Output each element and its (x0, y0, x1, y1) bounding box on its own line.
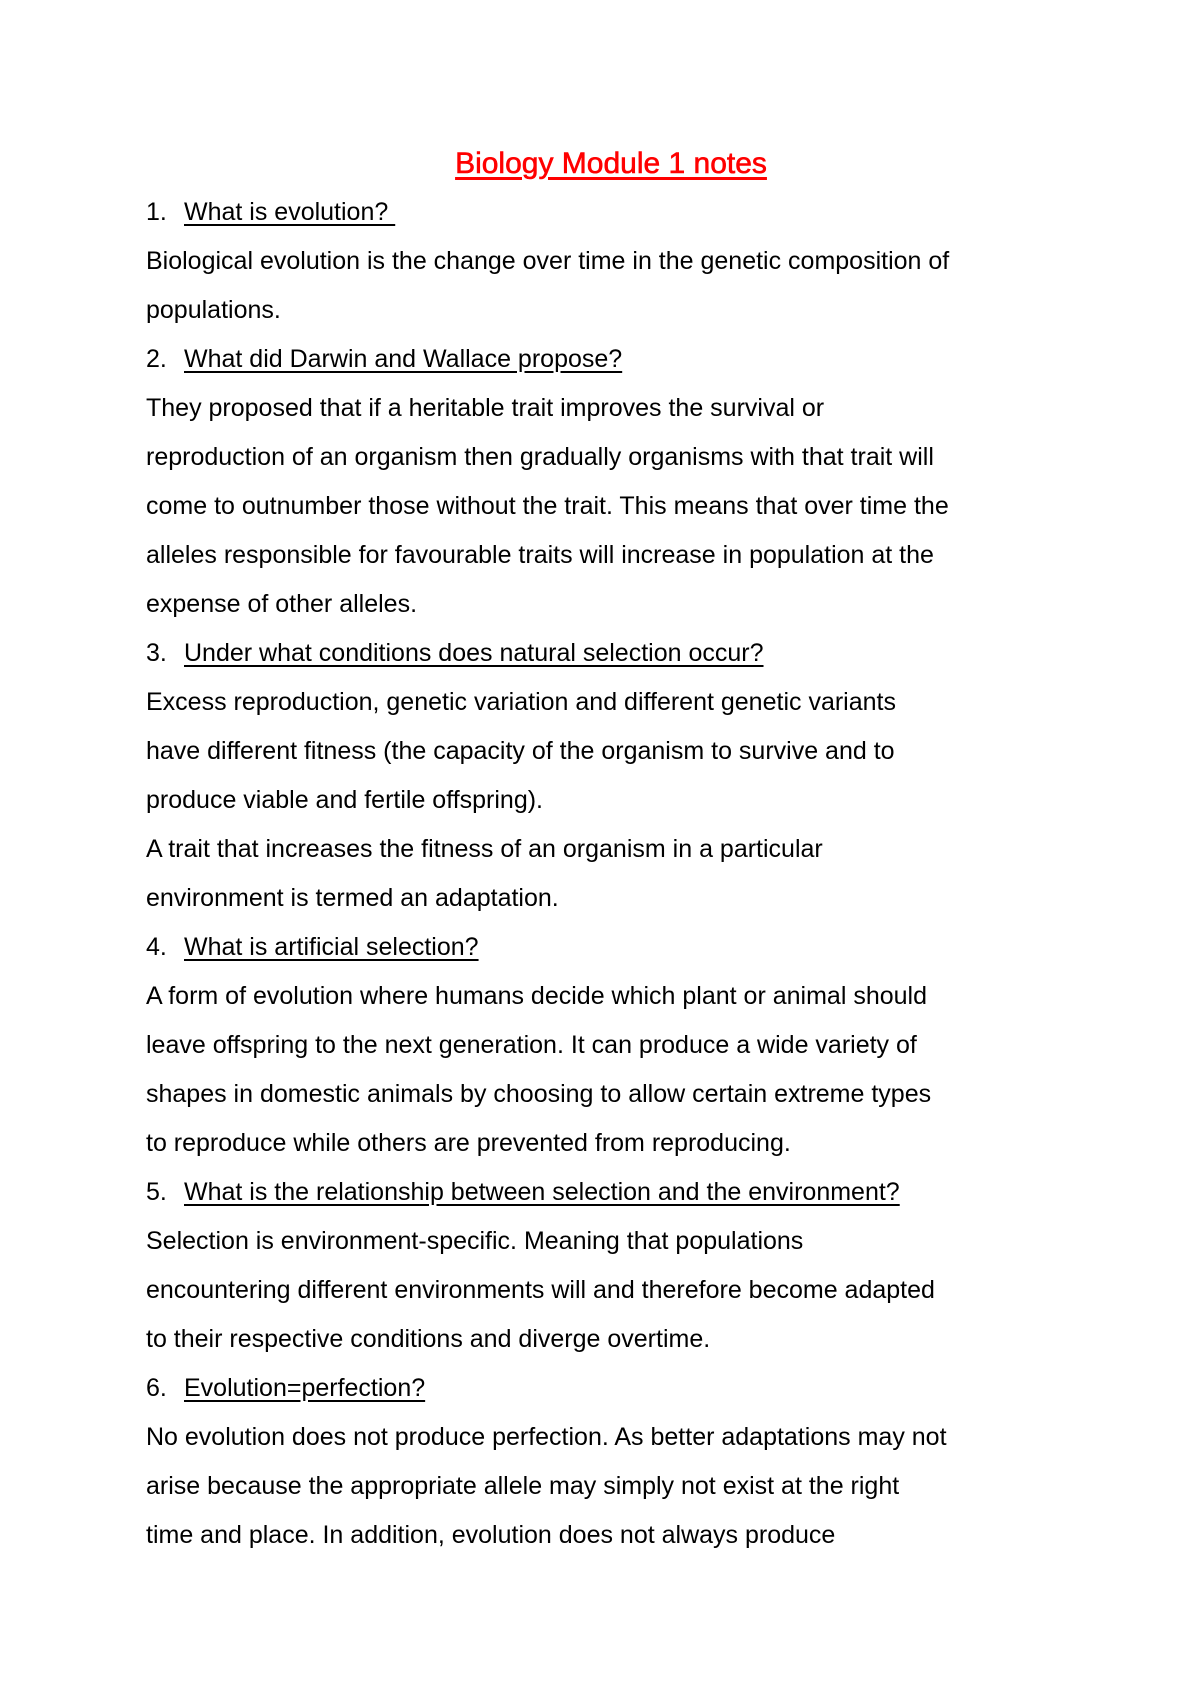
answer-line: They proposed that if a heritable trait improves the survival or (146, 394, 825, 422)
answer-line: A form of evolution where humans decide which plant or animal should (146, 982, 927, 1010)
question-number: 5. (146, 1178, 167, 1206)
answer-line: come to outnumber those without the trait. This means that over time the (146, 492, 949, 520)
question-line (146, 629, 1076, 678)
answer-line: Selection is environment-specific. Meaning that populations (146, 1227, 804, 1255)
note-section (146, 629, 1076, 923)
question-text: What is evolution? (184, 198, 396, 226)
question-text: Under what conditions does natural selection occur? (184, 639, 764, 667)
answer-line: A trait that increases the fitness of an organism in a particular (146, 835, 823, 863)
question-line (146, 335, 1076, 384)
answer-line: expense of other alleles. (146, 590, 418, 618)
document-title: Biology Module 1 notes (455, 147, 767, 180)
answer-line: produce viable and fertile offspring). (146, 786, 543, 814)
notes-sections (146, 188, 1076, 1560)
answer-line: shapes in domestic animals by choosing to allow certain extreme types (146, 1080, 932, 1108)
answer-line: populations. (146, 296, 281, 324)
question-line (146, 188, 1076, 237)
question-line (146, 1364, 1076, 1413)
question-line (146, 1168, 1076, 1217)
answer-line: to their respective conditions and diverge overtime. (146, 1325, 711, 1353)
question-number: 2. (146, 345, 167, 373)
answer-line: to reproduce while others are prevented from reproducing. (146, 1129, 791, 1157)
answer-line: time and place. In addition, evolution does not always produce (146, 1521, 836, 1549)
question-text: What is the relationship between selection and the environment? (184, 1178, 900, 1206)
note-section (146, 188, 1076, 335)
note-section (146, 923, 1076, 1168)
answer-line: encountering different environments will and therefore become adapted (146, 1276, 935, 1304)
question-text: What did Darwin and Wallace propose? (184, 345, 623, 373)
answer-line: environment is termed an adaptation. (146, 884, 559, 912)
question-line (146, 923, 1076, 972)
question-number: 4. (146, 933, 167, 961)
note-section (146, 1364, 1076, 1560)
answer-line: reproduction of an organism then gradually organisms with that trait will (146, 443, 934, 471)
document-body (146, 140, 1076, 1560)
question-number: 6. (146, 1374, 167, 1402)
answer-line: alleles responsible for favourable traits will increase in population at the (146, 541, 934, 569)
question-text: Evolution=perfection? (184, 1374, 426, 1402)
note-section (146, 335, 1076, 629)
answer-line: No evolution does not produce perfection. As better adaptations may not (146, 1423, 947, 1451)
answer-line: have different fitness (the capacity of the organism to survive and to (146, 737, 895, 765)
question-text: What is artificial selection? (184, 933, 479, 961)
answer-line: Excess reproduction, genetic variation and different genetic variants (146, 688, 896, 716)
note-section (146, 1168, 1076, 1364)
answer-line: Biological evolution is the change over time in the genetic composition of (146, 247, 950, 275)
answer-line: leave offspring to the next generation. It can produce a wide variety of (146, 1031, 917, 1059)
question-number: 1. (146, 198, 167, 226)
question-number: 3. (146, 639, 167, 667)
answer-line: arise because the appropriate allele may simply not exist at the right (146, 1472, 900, 1500)
